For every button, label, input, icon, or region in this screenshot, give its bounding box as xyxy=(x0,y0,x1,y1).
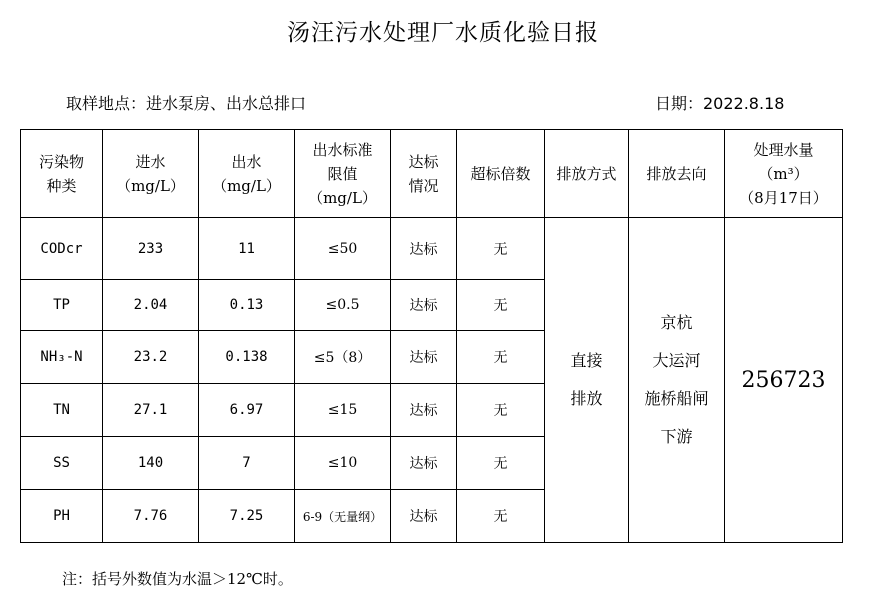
header-row xyxy=(21,130,843,218)
cell-exceed: 无 xyxy=(457,384,545,437)
destination-line4: 下游 xyxy=(660,427,693,446)
cell-status: 达标 xyxy=(391,218,457,280)
cell-status: 达标 xyxy=(391,437,457,490)
cell-limit: ≤10 xyxy=(295,437,391,490)
cell-status: 达标 xyxy=(391,384,457,437)
cell-inflow: 233 xyxy=(103,218,199,280)
cell-limit: ≤0.5 xyxy=(295,280,391,331)
footnote: 注：括号外数值为水温＞12℃时。 xyxy=(62,570,293,588)
header-status-line1: 达标 xyxy=(408,152,439,171)
destination-line2: 大运河 xyxy=(652,351,701,370)
cell-exceed: 无 xyxy=(457,437,545,490)
cell-exceed: 无 xyxy=(457,218,545,280)
header-pollutant-line2: 种类 xyxy=(46,176,77,195)
header-status xyxy=(391,130,457,218)
cell-outflow: 0.138 xyxy=(199,331,295,384)
header-exceed: 超标倍数 xyxy=(457,130,545,218)
header-volume-line2: （m³） xyxy=(758,164,809,183)
cell-exceed: 无 xyxy=(457,280,545,331)
cell-outflow: 7.25 xyxy=(199,490,295,543)
cell-pollutant: TP xyxy=(21,280,103,331)
cell-exceed: 无 xyxy=(457,331,545,384)
cell-limit: ≤5（8） xyxy=(295,331,391,384)
cell-pollutant: SS xyxy=(21,437,103,490)
cell-inflow: 27.1 xyxy=(103,384,199,437)
cell-inflow: 7.76 xyxy=(103,490,199,543)
cell-limit: ≤15 xyxy=(295,384,391,437)
cell-inflow: 23.2 xyxy=(103,331,199,384)
cell-status: 达标 xyxy=(391,490,457,543)
header-inflow-line1: 进水 xyxy=(135,152,166,171)
cell-limit: ≤50 xyxy=(295,218,391,280)
header-volume-line3: （8月17日） xyxy=(739,188,828,207)
cell-outflow: 6.97 xyxy=(199,384,295,437)
header-outflow xyxy=(199,130,295,218)
header-volume-line1: 处理水量 xyxy=(753,140,814,159)
cell-pollutant: NH₃-N xyxy=(21,331,103,384)
method-line2: 排放 xyxy=(570,389,603,408)
header-status-line2: 情况 xyxy=(408,176,439,195)
report-date: 日期：2022.8.18 xyxy=(655,94,785,113)
cell-exceed: 无 xyxy=(457,490,545,543)
header-inflow-line2: （mg/L） xyxy=(116,176,185,195)
destination-line1: 京杭 xyxy=(660,313,693,332)
header-outflow-line1: 出水 xyxy=(231,152,262,171)
cell-pollutant: CODcr xyxy=(21,218,103,280)
header-inflow xyxy=(103,130,199,218)
cell-pollutant: PH xyxy=(21,490,103,543)
cell-limit: 6-9（无量纲） xyxy=(295,490,391,543)
cell-status: 达标 xyxy=(391,331,457,384)
cell-status: 达标 xyxy=(391,280,457,331)
sampling-site: 取样地点：进水泵房、出水总排口 xyxy=(66,94,307,113)
cell-method xyxy=(545,218,629,543)
cell-inflow: 2.04 xyxy=(103,280,199,331)
header-pollutant xyxy=(21,130,103,218)
destination-line3: 施桥船闸 xyxy=(644,389,709,408)
header-destination: 排放去向 xyxy=(629,130,725,218)
report-title: 汤汪污水处理厂水质化验日报 xyxy=(287,20,599,46)
header-limit-line3: （mg/L） xyxy=(308,188,377,207)
table-row xyxy=(21,218,843,280)
water-quality-table xyxy=(20,129,843,543)
cell-outflow: 11 xyxy=(199,218,295,280)
cell-destination xyxy=(629,218,725,543)
cell-inflow: 140 xyxy=(103,437,199,490)
cell-outflow: 0.13 xyxy=(199,280,295,331)
cell-outflow: 7 xyxy=(199,437,295,490)
method-line1: 直接 xyxy=(570,351,603,370)
header-volume xyxy=(725,130,843,218)
header-pollutant-line1: 污染物 xyxy=(38,152,84,171)
header-method: 排放方式 xyxy=(545,130,629,218)
header-limit xyxy=(295,130,391,218)
header-limit-line2: 限值 xyxy=(327,164,358,183)
cell-pollutant: TN xyxy=(21,384,103,437)
header-outflow-line2: （mg/L） xyxy=(212,176,281,195)
cell-volume: 256723 xyxy=(725,218,843,543)
header-limit-line1: 出水标准 xyxy=(312,140,373,159)
